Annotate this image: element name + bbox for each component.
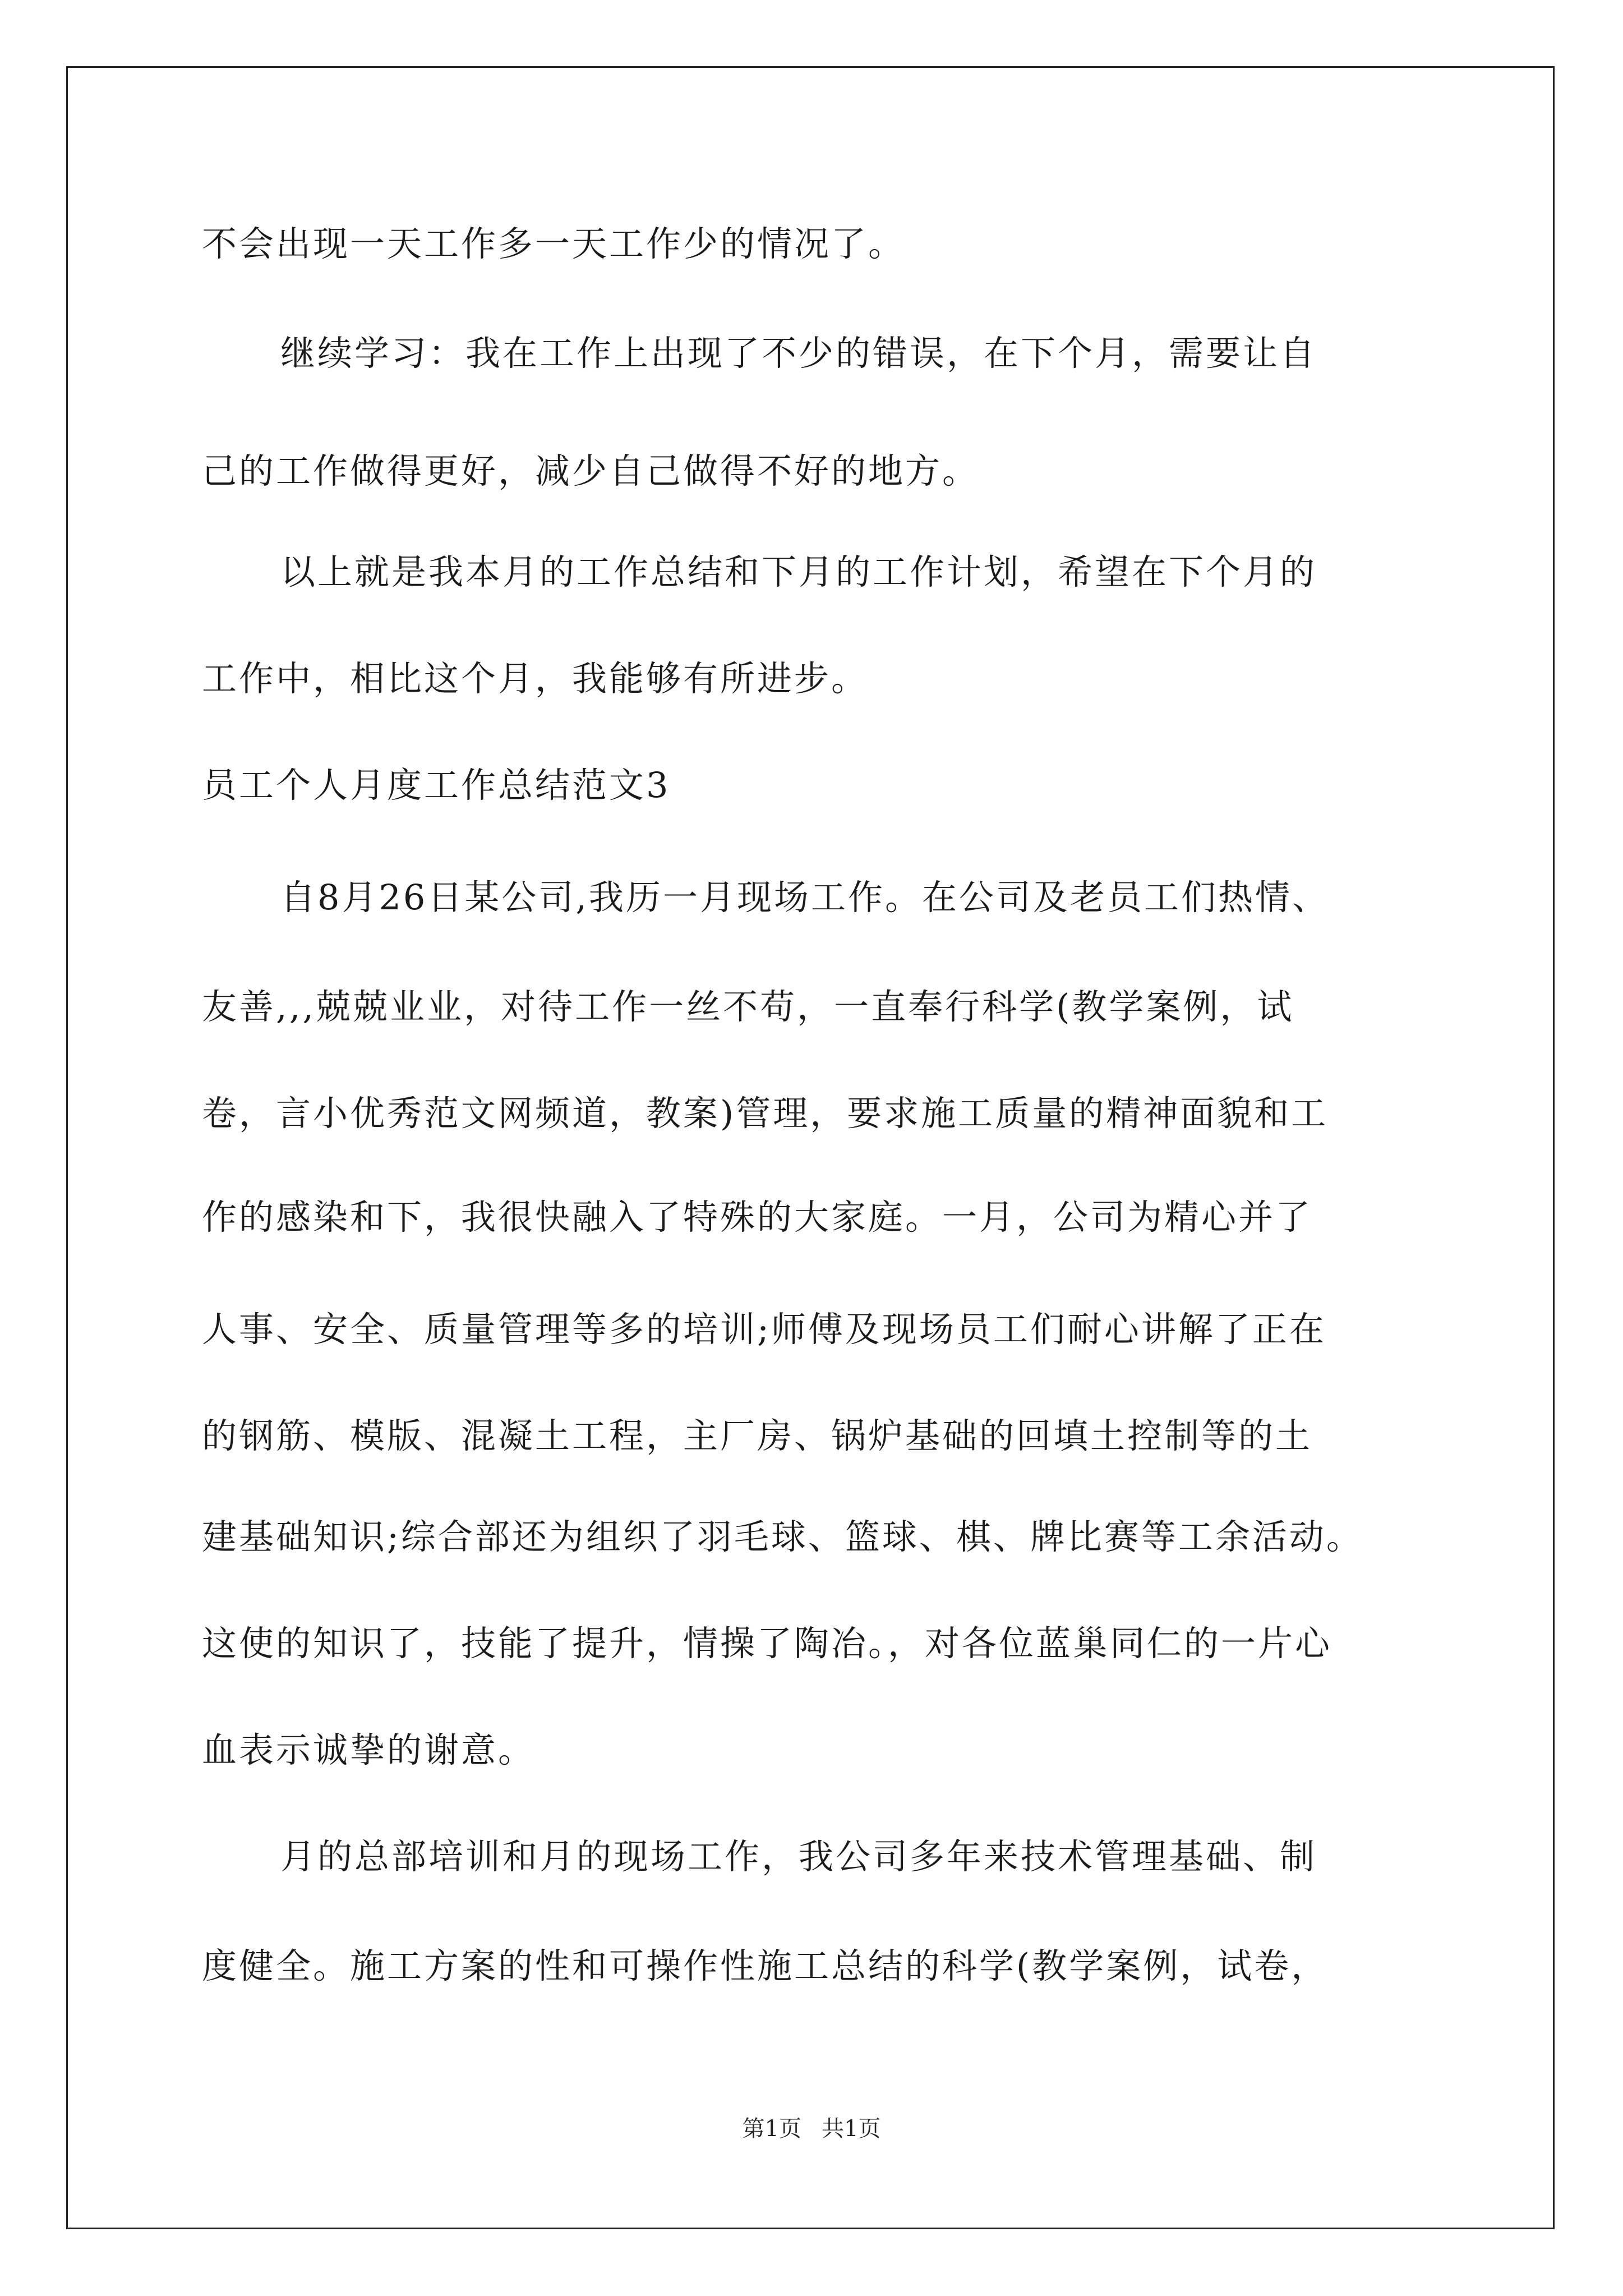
- text-line: 血表示诚挚的谢意。: [202, 1729, 536, 1770]
- text-line: 友善,,,兢兢业业，对待工作一丝不苟，一直奉行科学(教学案例，试: [202, 986, 1294, 1027]
- text-line: 不会出现一天工作多一天工作少的情况了。: [202, 223, 906, 264]
- text-line: 月的总部培训和月的现场工作，我公司多年来技术管理基础、制: [280, 1836, 1317, 1877]
- page-total: 共1页: [822, 2116, 881, 2142]
- text-line: 建基础知识;综合部还为组织了羽毛球、篮球、棋、牌比赛等工余活动。: [202, 1516, 1363, 1557]
- page-footer: [0, 2115, 1623, 2143]
- text-line: 作的感染和下，我很快融入了特殊的大家庭。一月，公司为精心并了: [202, 1197, 1313, 1237]
- text-line: 卷，言小优秀范文网频道，教案)管理，要求施工质量的精神面貌和工: [202, 1093, 1329, 1134]
- text-line: 己的工作做得更好，减少自己做得不好的地方。: [202, 450, 980, 491]
- text-line: 继续学习：我在工作上出现了不少的错误，在下个月，需要让自: [280, 333, 1317, 374]
- text-line: 度健全。施工方案的性和可操作性施工总结的科学(教学案例，试卷，: [202, 1945, 1329, 1986]
- text-line: 自8月26日某公司,我历一月现场工作。在公司及老员工们热情、: [280, 877, 1330, 918]
- text-line: 这使的知识了，技能了提升，情操了陶冶。，对各位蓝巢同仁的一片心: [202, 1623, 1332, 1664]
- text-line: 人事、安全、质量管理等多的培训;师傅及现场员工们耐心讲解了正在: [202, 1309, 1326, 1350]
- text-line: 工作中，相比这个月，我能够有所进步。: [202, 658, 869, 699]
- text-line: 以上就是我本月的工作总结和下月的工作计划，希望在下个月的: [280, 551, 1317, 592]
- text-line: 的钢筋、模版、混凝土工程，主厂房、锅炉基础的回填土控制等的土: [202, 1415, 1313, 1456]
- page-number: 第1页: [742, 2116, 801, 2142]
- section-heading: 员工个人月度工作总结范文3: [202, 765, 671, 806]
- page-border: [66, 66, 1555, 2229]
